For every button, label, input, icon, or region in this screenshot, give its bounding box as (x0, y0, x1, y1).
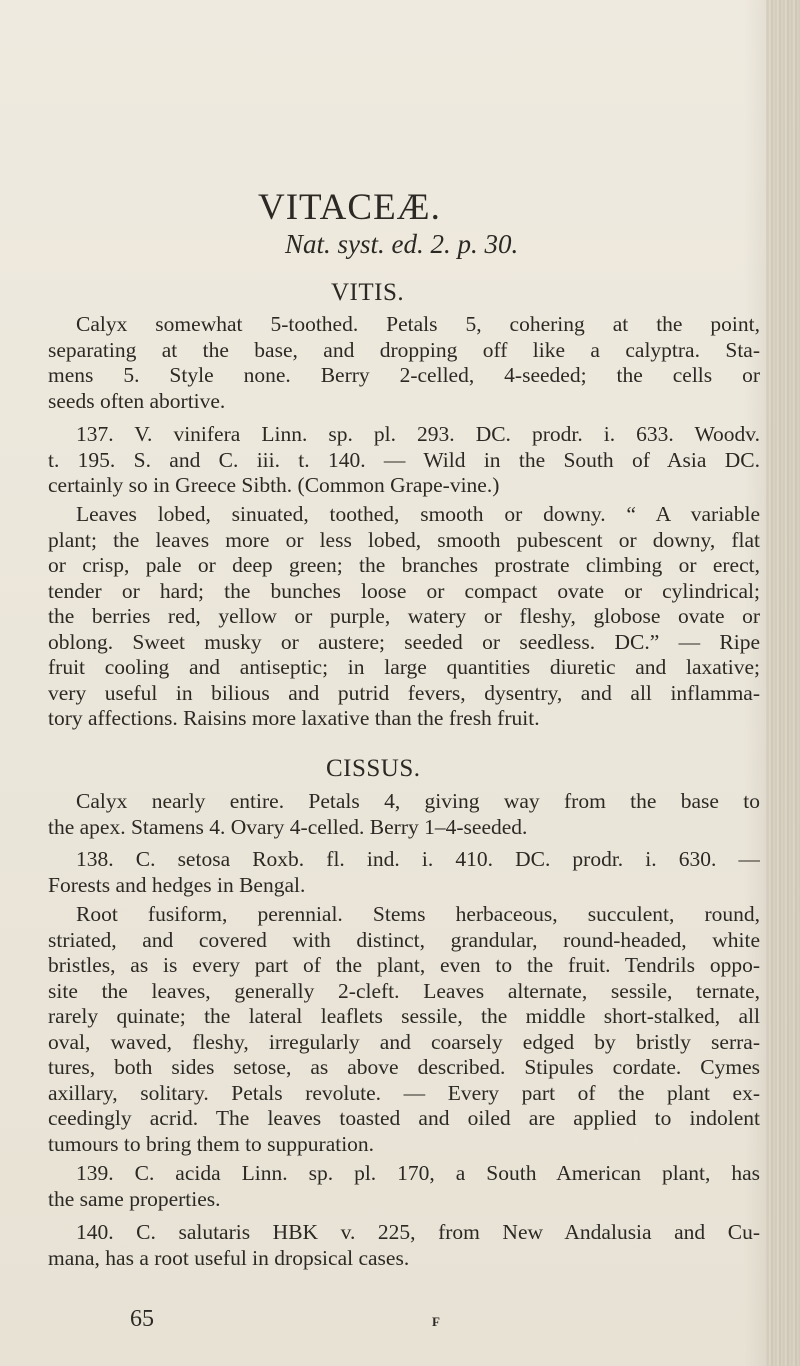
text-line: fruit cooling and antiseptic; in large quantities diuretic and laxative; (48, 655, 760, 679)
text-line: 139. C. acida Linn. sp. pl. 170, a South American plant, has (76, 1161, 760, 1185)
text-line: mens 5. Style none. Berry 2-celled, 4-seeded; the cells or (48, 363, 760, 387)
text-line: separating at the base, and dropping off like a calyptra. Sta- (48, 337, 760, 362)
text-line: the same properties. (48, 1186, 221, 1211)
text-line: certainly so in Greece Sibth. (Common Grape-vine.) (48, 473, 500, 497)
family-reference: Nat. syst. ed. 2. p. 30. (285, 229, 519, 259)
species-137-description (48, 502, 760, 732)
text-line: striated, and covered with distinct, grandular, round-headed, white (48, 927, 760, 952)
text-line: seeds often abortive. (48, 388, 226, 413)
text-line: mana, has a root useful in dropsical cases. (48, 1245, 410, 1270)
species-138-description (48, 902, 760, 1157)
signature-mark: F (432, 1314, 440, 1329)
text-line: very useful in bilious and putrid fevers, dysentry, and all inflamma- (48, 680, 760, 705)
text-line: tory affections. Raisins more laxative than the fresh fruit. (48, 706, 540, 730)
text-line: the apex. Stamens 4. Ovary 4-celled. Berry 1–4-seeded. (48, 814, 528, 839)
page-number: 65 (130, 1306, 154, 1332)
species-138-heading (48, 847, 760, 898)
text-line: tender or hard; the bunches loose or compact ovate or cylindrical; (48, 578, 760, 603)
text-line: 137. V. vinifera Linn. sp. pl. 293. DC. prodr. i. 633. Woodv. (76, 422, 760, 446)
text-line: Root fusiform, perennial. Stems herbaceous, succulent, round, (76, 902, 760, 926)
text-line: axillary, solitary. Petals revolute. — Every part of the plant ex- (48, 1080, 760, 1105)
text-line: Forests and hedges in Bengal. (48, 872, 306, 897)
genus-heading-vitis: VITIS. (331, 279, 405, 306)
text-line: 140. C. salutaris HBK v. 225, from New Andalusia and Cu- (76, 1220, 760, 1244)
text-line: plant; the leaves more or less lobed, smooth pubescent or downy, flat (48, 527, 760, 552)
text-line: or crisp, pale or deep green; the branches prostrate climbing or erect, (48, 553, 760, 577)
genus-description-vitis (48, 312, 760, 414)
text-line: Leaves lobed, sinuated, toothed, smooth or downy. “ A variable (76, 502, 760, 526)
text-line: tumours to bring them to suppuration. (48, 1131, 375, 1156)
page-edge (766, 0, 800, 1366)
text-line: oval, waved, fleshy, irregularly and coarsely edged by bristly serra- (48, 1029, 760, 1054)
text-line: site the leaves, generally 2-cleft. Leaves alternate, sessile, ternate, (48, 978, 760, 1003)
text-line: 138. C. setosa Roxb. fl. ind. i. 410. DC. prodr. i. 630. — (76, 847, 760, 871)
genus-description-cissus (48, 789, 760, 840)
species-139 (48, 1161, 760, 1212)
species-137-heading (48, 422, 760, 499)
family-title: VITACEÆ. (258, 187, 441, 228)
text-line: tures, both sides setose, as above described. Stipules cordate. Cymes (48, 1055, 760, 1079)
text-line: rarely quinate; the lateral leaflets sessile, the middle short-stalked, all (48, 1004, 760, 1028)
text-line: the berries red, yellow or purple, watery or fleshy, globose ovate or (48, 604, 760, 628)
text-line: oblong. Sweet musky or austere; seeded or seedless. DC.” — Ripe (48, 629, 760, 654)
species-140 (48, 1220, 760, 1271)
text-line: ceedingly acrid. The leaves toasted and oiled are applied to indolent (48, 1106, 760, 1130)
text-line: Calyx nearly entire. Petals 4, giving way from the base to (76, 789, 760, 813)
text-line: bristles, as is every part of the plant, even to the fruit. Tendrils oppo- (48, 953, 760, 977)
genus-heading-cissus: CISSUS. (326, 755, 421, 782)
text-line: t. 195. S. and C. iii. t. 140. — Wild in the South of Asia DC. (48, 447, 760, 472)
text-line: Calyx somewhat 5-toothed. Petals 5, cohering at the point, (76, 312, 760, 336)
